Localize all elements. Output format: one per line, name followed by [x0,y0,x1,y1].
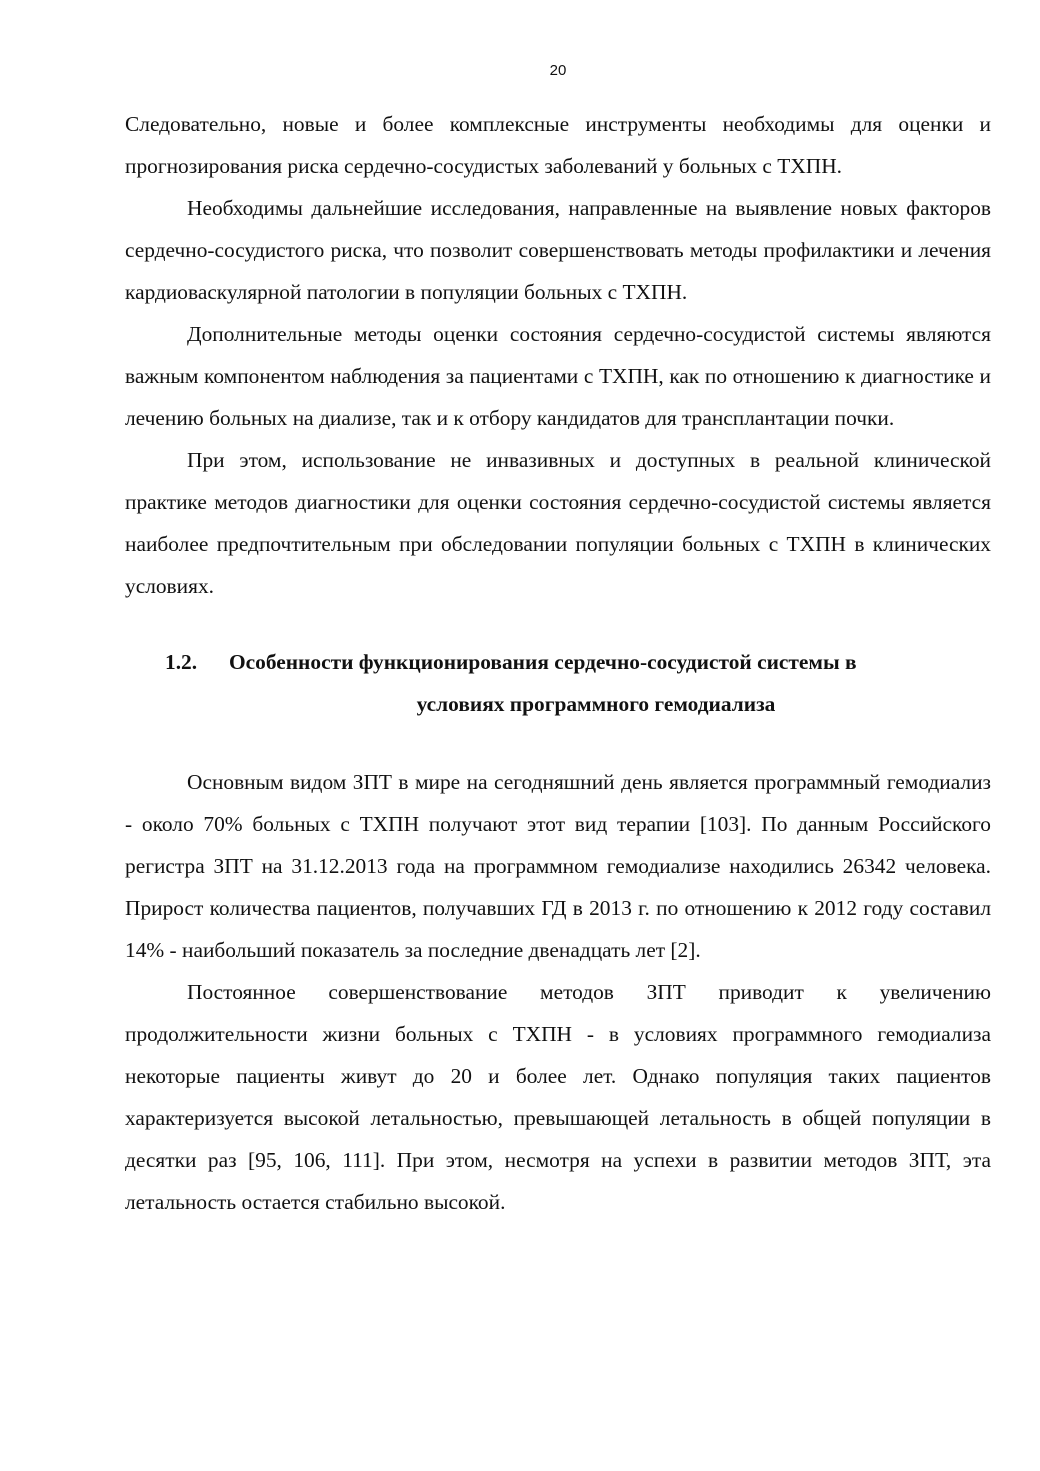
paragraph: Основным видом ЗПТ в мире на сегодняшний день является программный гемодиализ - около 70% больных с ТХПН получают этот вид терапии [103]. По данным Российского регистра ЗПТ на 31.12.2013 года на программном гемодиализе находились 26342 человека. Прирост количества пациентов, получавших ГД в 2013 г. по отношению к 2012 году составил 14% - наибольший показатель за последние двенадцать лет [2]. [125,770,991,962]
paragraph: Дополнительные методы оценки состояния сердечно-сосудистой системы являются важным компонентом наблюдения за пациентами с ТХПН, как по отношению к диагностике и лечению больных на диализе, так и к отбору кандидатов для трансплантации почки. [125,322,991,430]
section-title-line-1: Особенности функционирования сердечно-сосудистой системы в [229,650,857,674]
paragraph: Постоянное совершенствование методов ЗПТ приводит к увеличению продолжительности жизни больных с ТХПН - в условиях программного гемодиализа некоторые пациенты живут до 20 и более лет. Однако популяция таких пациентов характеризуется высокой летальностью, превышающей летальность в общей популяции в десятки раз [95, 106, 111]. При этом, несмотря на успехи в развитии методов ЗПТ, эта летальность остается стабильно высокой. [125,980,991,1214]
page-number: 20 [549,62,567,79]
section-title-line-2: условиях программного гемодиализа [416,692,776,716]
section-number: 1.2. [165,650,198,674]
paragraph: При этом, использование не инвазивных и доступных в реальной клинической практике методов диагностики для оценки состояния сердечно-сосудистой системы является наиболее предпочтительным при обследовании популяции больных с ТХПН в клинических условиях. [125,448,991,598]
document-body [125,103,991,1223]
paragraph: Необходимы дальнейшие исследования, направленные на выявление новых факторов сердечно-сосудистого риска, что позволит совершенствовать методы профилактики и лечения кардиоваскулярной патологии в популяции больных с ТХПН. [125,196,991,304]
paragraph: Следовательно, новые и более комплексные инструменты необходимы для оценки и прогнозирования риска сердечно-сосудистых заболеваний у больных с ТХПН. [125,112,991,178]
section-heading [125,641,991,725]
